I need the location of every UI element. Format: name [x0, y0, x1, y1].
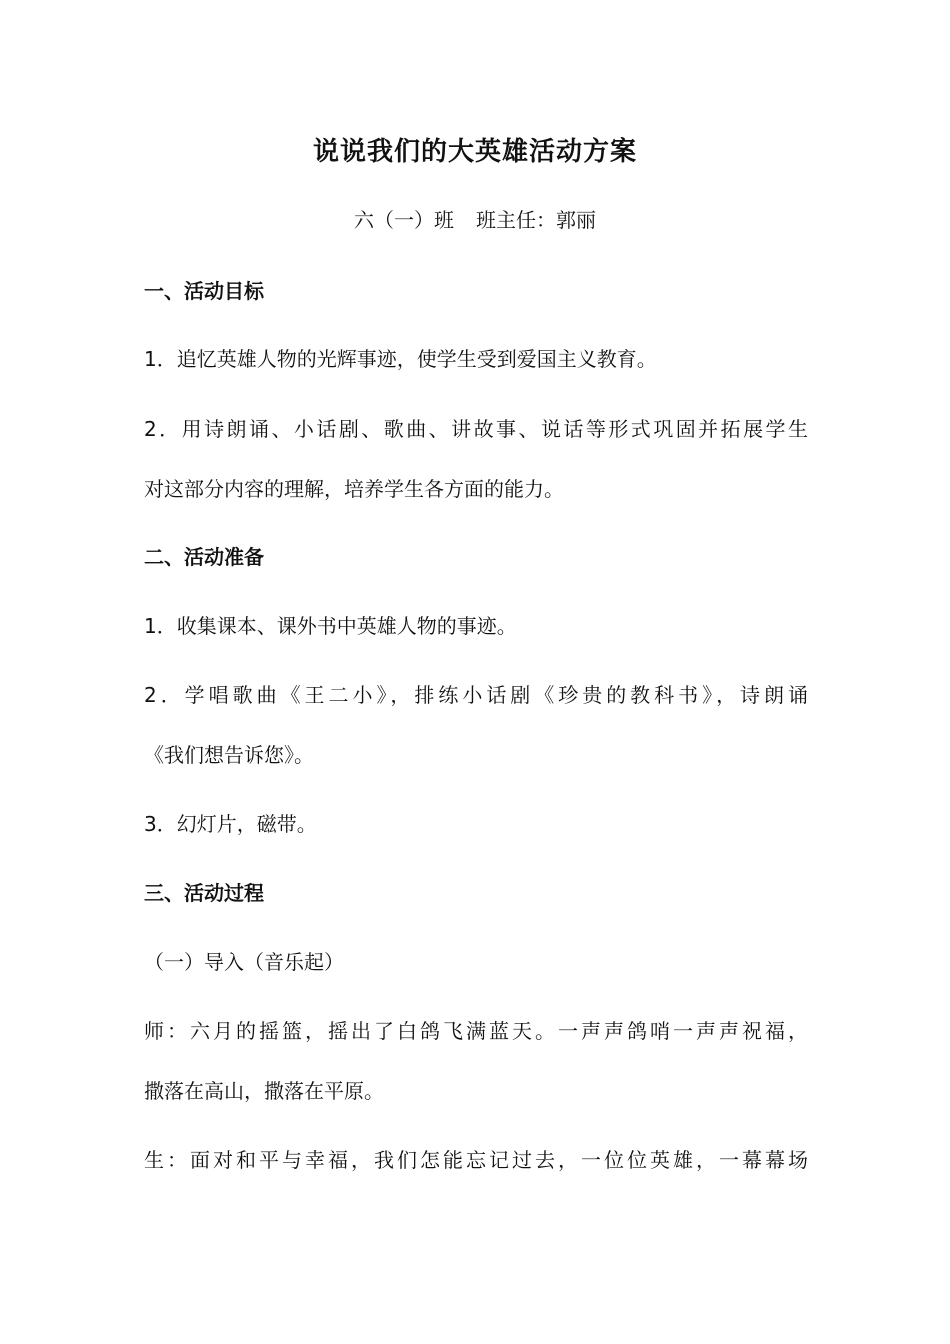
section-heading-process: 三、活动过程	[144, 881, 264, 905]
document-subtitle	[0, 205, 950, 235]
preparation-item-3: 3．幻灯片，磁带。	[144, 812, 317, 836]
document-title: 说说我们的大英雄活动方案	[312, 137, 637, 167]
section-heading-preparation: 二、活动准备	[144, 545, 264, 569]
class-name: 六（一）班	[354, 208, 454, 232]
preparation-item-1: 1．收集课本、课外书中英雄人物的事迹。	[144, 614, 517, 638]
preparation-item-2-line-1: 2．学唱歌曲《王二小》，排练小话剧《珍贵的教科书》，诗朗诵	[144, 683, 808, 707]
teacher-line-2: 撒落在高山，撒落在平原。	[144, 1079, 384, 1103]
process-subheading-intro: （一）导入（音乐起）	[144, 950, 344, 974]
teacher-line-1: 师：六月的摇篮，摇出了白鸽飞满蓝天。一声声鸽哨一声声祝福，	[144, 1019, 808, 1043]
goal-item-1: 1．追忆英雄人物的光辉事迹，使学生受到爱国主义教育。	[144, 347, 657, 371]
teacher-name: 班主任：郭丽	[476, 208, 596, 232]
preparation-item-2-line-2: 《我们想告诉您》。	[144, 743, 314, 767]
goal-item-2-line-2: 对这部分内容的理解，培养学生各方面的能力。	[144, 477, 564, 501]
goal-item-2-line-1: 2．用诗朗诵、小话剧、歌曲、讲故事、说话等形式巩固并拓展学生	[144, 417, 808, 441]
student-line-1: 生：面对和平与幸福，我们怎能忘记过去，一位位英雄，一幕幕场	[144, 1148, 808, 1172]
section-heading-goals: 一、活动目标	[144, 279, 264, 303]
